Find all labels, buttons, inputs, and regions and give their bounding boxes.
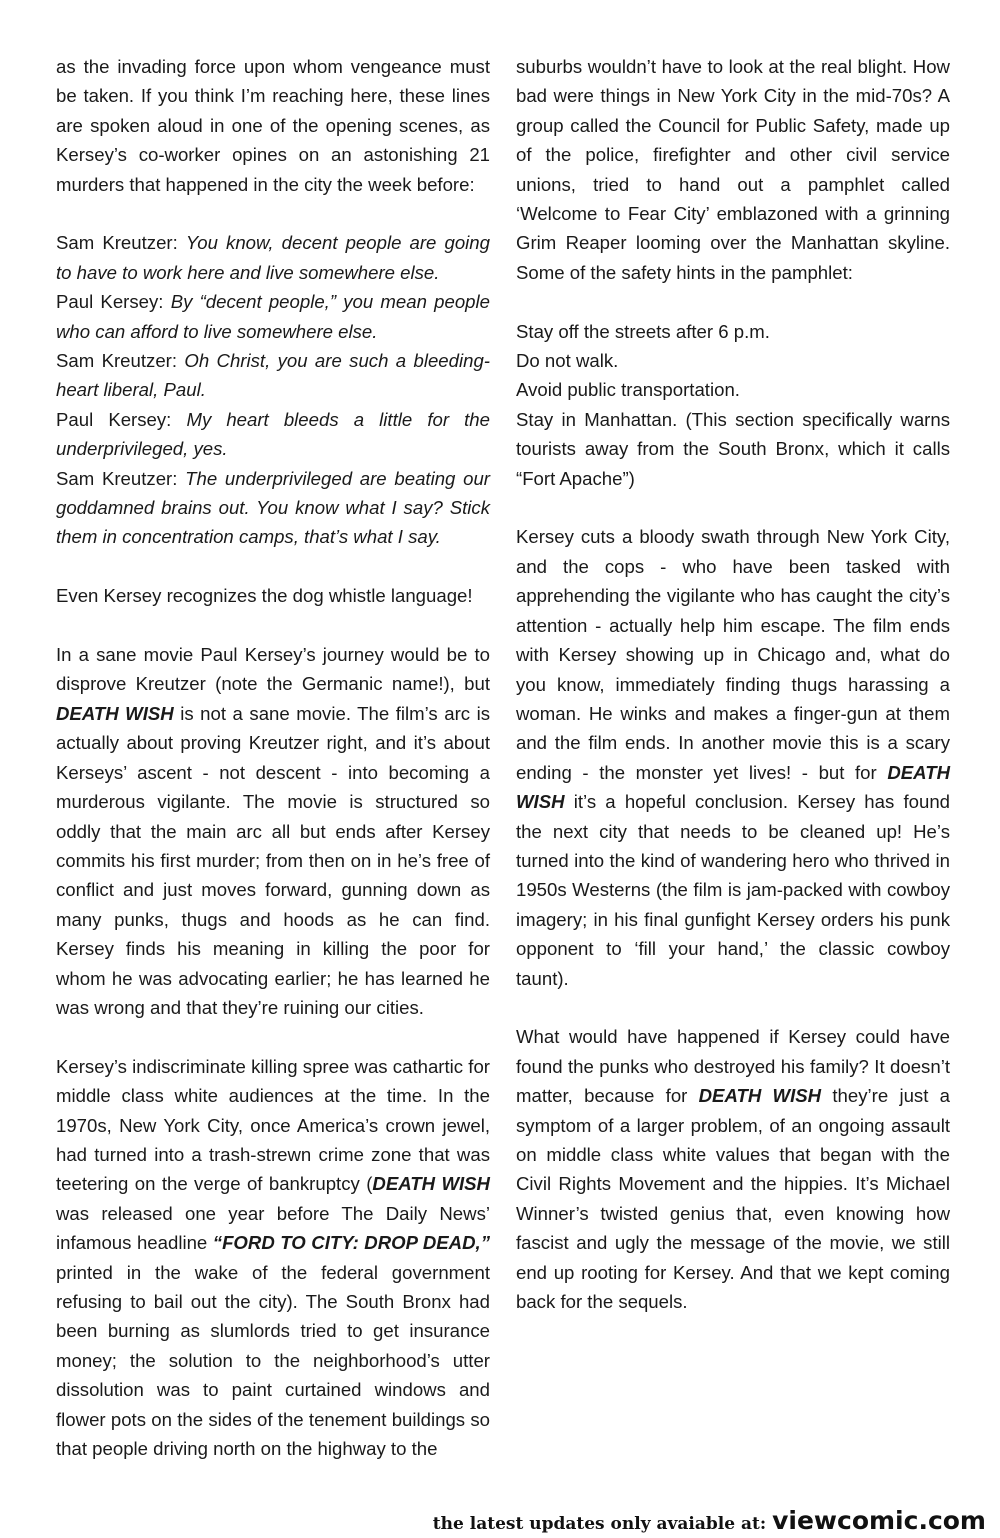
quote: Oh Christ, you are such a bleeding-heart liberal, Paul. <box>56 350 490 401</box>
film-title: DEATH WISH <box>516 761 950 813</box>
text-run: is not a sane movie. The film’s arc is actually about proving Kreutzer right, and it’s about Kerseys’ ascent - not descent - into becoming a murderous vigilante. The movie is structured so oddly that the main arc all but ends after Kersey commits his first murder; from then on in he’s free of conflict and just moves forward, gunning down as many punks, thugs and hoods as he can find. Kersey finds his meaning in killing the poor for whom he was advocating earlier; he has learned he was wrong and that they’re ruining our cities. <box>56 702 491 1018</box>
list-item: Stay in Manhattan. (This section specifically warns tourists away from the South Bronx, which it calls “Fort Apache”) <box>516 408 950 489</box>
paragraph-fear-city: suburbs wouldn’t have to look at the real blight. How bad were things in New York City in the mid-70s? A group called the Council for Public Safety, made up of the police, firefighter and other civil service unions, tried to hand out a pamphlet called ‘Welcome to Fear City’ emblazoned with a grinning Grim Reaper looming over the Manhattan skyline. Some of the safety hints in the pamphlet: <box>516 56 950 283</box>
dialogue-line <box>56 228 490 287</box>
film-title: DEATH WISH <box>698 1085 822 1107</box>
speaker: Sam Kreutzer: <box>56 467 186 489</box>
speaker: Sam Kreutzer: <box>56 350 185 372</box>
text-run: In a sane movie Paul Kersey’s journey would be to disprove Kreutzer (note the Germanic name!), but <box>56 644 490 695</box>
text-run: Kersey’s indiscriminate killing spree was cathartic for middle class white audiences at the time. In the 1970s, New York City, once America’s crown jewel, had turned into a trash-strewn crime zone that was teetering on the verge of bankruptcy ( <box>56 1055 490 1195</box>
speaker: Sam Kreutzer: <box>56 232 186 254</box>
text-run: printed in the wake of the federal government refusing to bail out the city). The South Bronx had been burning as slumlords tried to get insurance money; the solution to the neighborhood’s utter dissolution was to paint curtained windows and flower pots on the sides of the tenement buildings so that people driving north on the highway to the <box>56 1261 490 1460</box>
dialogue-line <box>56 346 490 405</box>
text-run: it’s a hopeful conclusion. Kersey has found the next city that needs to be cleaned up! He’s turned into the kind of wandering hero who thrived in 1950s Westerns (the film is jam-packed with cowboy imagery; in his final gunfight Kersey orders his punk opponent to ‘fill your hand,’ the classic cowboy taunt). <box>516 791 950 989</box>
paragraph-dog-whistle: Even Kersey recognizes the dog whistle language! <box>56 585 473 607</box>
list-item: Avoid public transportation. <box>516 379 740 401</box>
paragraph-swath <box>516 522 950 993</box>
paragraph-conclusion <box>516 1022 950 1316</box>
film-title: DEATH WISH <box>372 1173 490 1195</box>
list-item: Stay off the streets after 6 p.m. <box>516 320 770 342</box>
speaker: Paul Kersey: <box>56 291 171 313</box>
headline: “FORD TO CITY: DROP DEAD,” <box>212 1232 490 1254</box>
dialogue-line <box>56 405 490 464</box>
text-run: What would have happened if Kersey could have found the punks who destroyed his family? It doesn’t matter, because for <box>516 1026 950 1107</box>
text-run: Kersey cuts a bloody swath through New York City, and the cops - who have been tasked with apprehending the vigilante who has caught the city’s attention - actually help him escape. The film ends with Kersey showing up in Chicago and, what do you know, immediately finding thugs harassing a woman. He winks and makes a finger-gun at them and the film ends. In another movie this is a scary ending - the monster yet lives! - but for <box>516 526 950 783</box>
quote: The underprivileged are beating our goddamned brains out. You know what I say? Stick them in concentration camps, that’s what I say. <box>56 467 490 548</box>
dialogue-line <box>56 464 490 552</box>
film-title: DEATH WISH <box>56 702 174 724</box>
paragraph-catharsis <box>56 1052 490 1464</box>
quote: My heart bleeds a little for the underprivileged, yes. <box>56 408 490 460</box>
quote: You know, decent people are going to have to work here and live somewhere else. <box>56 232 490 283</box>
dialogue-line <box>56 287 490 346</box>
dialogue-block <box>56 228 490 551</box>
footer-site-link[interactable]: viewcomic.com <box>772 1506 986 1535</box>
left-column <box>56 52 490 1493</box>
text-run: was released one year before The Daily News’ infamous headline <box>56 1202 490 1254</box>
safety-hints-list <box>516 317 950 493</box>
paragraph-intro: as the invading force upon whom vengeance must be taken. If you think I’m reaching here, these lines are spoken aloud in one of the opening scenes, as Kersey’s co-worker opines on an astonishing 21 murders that happened in the city the week before: <box>56 56 490 195</box>
speaker: Paul Kersey: <box>56 408 187 430</box>
quote: By “decent people,” you mean people who can afford to live somewhere else. <box>56 291 490 342</box>
right-column <box>516 52 950 1346</box>
text-run: they’re just a symptom of a larger problem, of an ongoing assault on middle class white values that began with the Civil Rights Movement and the hippies. It’s Michael Winner’s twisted genius that, even knowing how fascist and ugly the message of the movie, we still end up rooting for Kersey. And that we kept coming back for the sequels. <box>516 1085 950 1313</box>
footer-note: the latest updates only avaiable at: <box>432 1514 767 1534</box>
list-item: Do not walk. <box>516 350 619 372</box>
paragraph-sane-movie <box>56 640 490 1022</box>
footer-watermark <box>433 1506 986 1535</box>
